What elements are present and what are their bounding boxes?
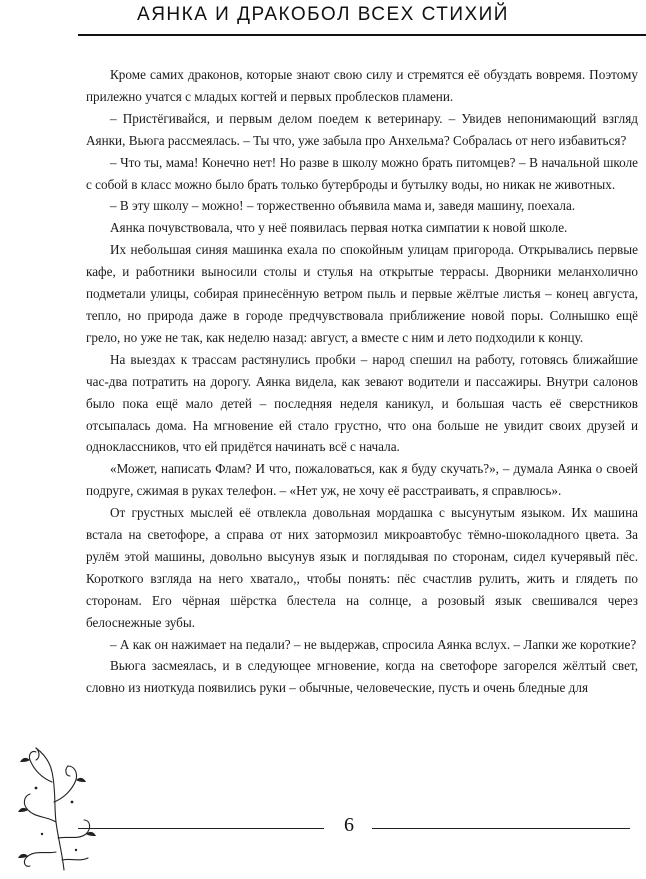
body-text — [86, 64, 638, 699]
paragraph: На выездах к трассам растянулись пробки – народ спешил на работу, готовясь ближайшие час-два потратить на дорогу. Аянка видела, как зевают водители и пассажиры. Внутри салонов было пока ещё мало детей – последняя неделя каникул, и большая часть её сверстников отсыпалась дома. На мгновение ей стало грустно, что она больше не увидит своих друзей и одноклассников, что ей придётся начинать всё с начала. — [86, 351, 638, 455]
page-footer — [0, 812, 646, 842]
paragraph: Вьюга засмеялась, и в следующее мгновение, когда на светофоре загорелся жёлтый свет, словно из ниоткуда появились руки – обычные, человеческие, пусть и очень бледные для — [86, 658, 638, 696]
paragraph: От грустных мыслей её отвлекла довольная мордашка с высунутым языком. Их машина встала на светофоре, а справа от них затормозил микроавтобус тёмно-шоколадного цвета. За рулём этой машины, довольно высунув язык и поглядывая по сторонам, сидел кучерявый пёс. Короткого взгляда на него хватало,, чтобы понять: пёс счастлив рулить, жить и глядеть по сторонам. Его чёрная шёрстка блестела на солнце, а розовый язык свешивался через белоснежные зубы. — [86, 505, 638, 630]
paragraph: Кроме самих драконов, которые знают свою силу и стремятся её обуздать вовремя. Поэтому прилежно учатся с младых когтей и первых проблесков пламени. — [86, 67, 638, 104]
paragraph: «Может, написать Флам? И что, пожаловаться, как я буду скучать?», – думала Аянка о своей подруге, сжимая в руках телефон. – «Нет уж, не хочу её расстраивать, я справлюсь». — [86, 461, 638, 499]
paragraph: – Пристёгивайся, и первым делом поедем к ветеринару. – Увидев непонимающий взгляд Аянки, Вьюга рассмеялась. – Ты что, уже забыла про Анхельма? Собралась от него избавиться? — [86, 110, 638, 148]
paragraph: – Что ты, мама! Конечно нет! Но разве в школу можно брать питомцев? – В начальной школе с собой в класс можно было брать только бутерброды и бутылку воды, но никак не животных. — [86, 154, 638, 192]
footer-rule-left — [78, 828, 324, 829]
footer-rule-right — [372, 828, 630, 829]
page-header — [0, 0, 646, 40]
paragraph: – В эту школу – можно! – торжественно объявила мама и, заведя машину, поехала. — [110, 198, 576, 214]
paragraph: Аянка почувствовала, что у неё появилась первая нотка симпатии к новой школе. — [110, 220, 568, 236]
page-number: 6 — [344, 814, 354, 836]
paragraph: Их небольшая синяя машинка ехала по спокойным улицам пригорода. Открывались первые кафе, и работники выносили столы и стулья на открытые террасы. Дворники меланхолично подметали улицы, собирая принесённую ветром пыль и первые жёлтые листья – конец августа, тепло, но природа даже в городе предчувствовала приближение новой поры. Солнышко ещё грело, но уже не так, как неделю назад: август, а вместе с ним и лето подходили к концу. — [86, 242, 638, 345]
running-title: АЯНКА И ДРАКОБОЛ ВСЕХ СТИХИЙ — [137, 4, 509, 25]
paragraph: – А как он нажимает на педали? – не выдержав, спросила Аянка вслух. – Лапки же короткие? — [110, 636, 637, 652]
vine-ornament-icon — [6, 742, 106, 872]
header-rule — [78, 34, 646, 36]
